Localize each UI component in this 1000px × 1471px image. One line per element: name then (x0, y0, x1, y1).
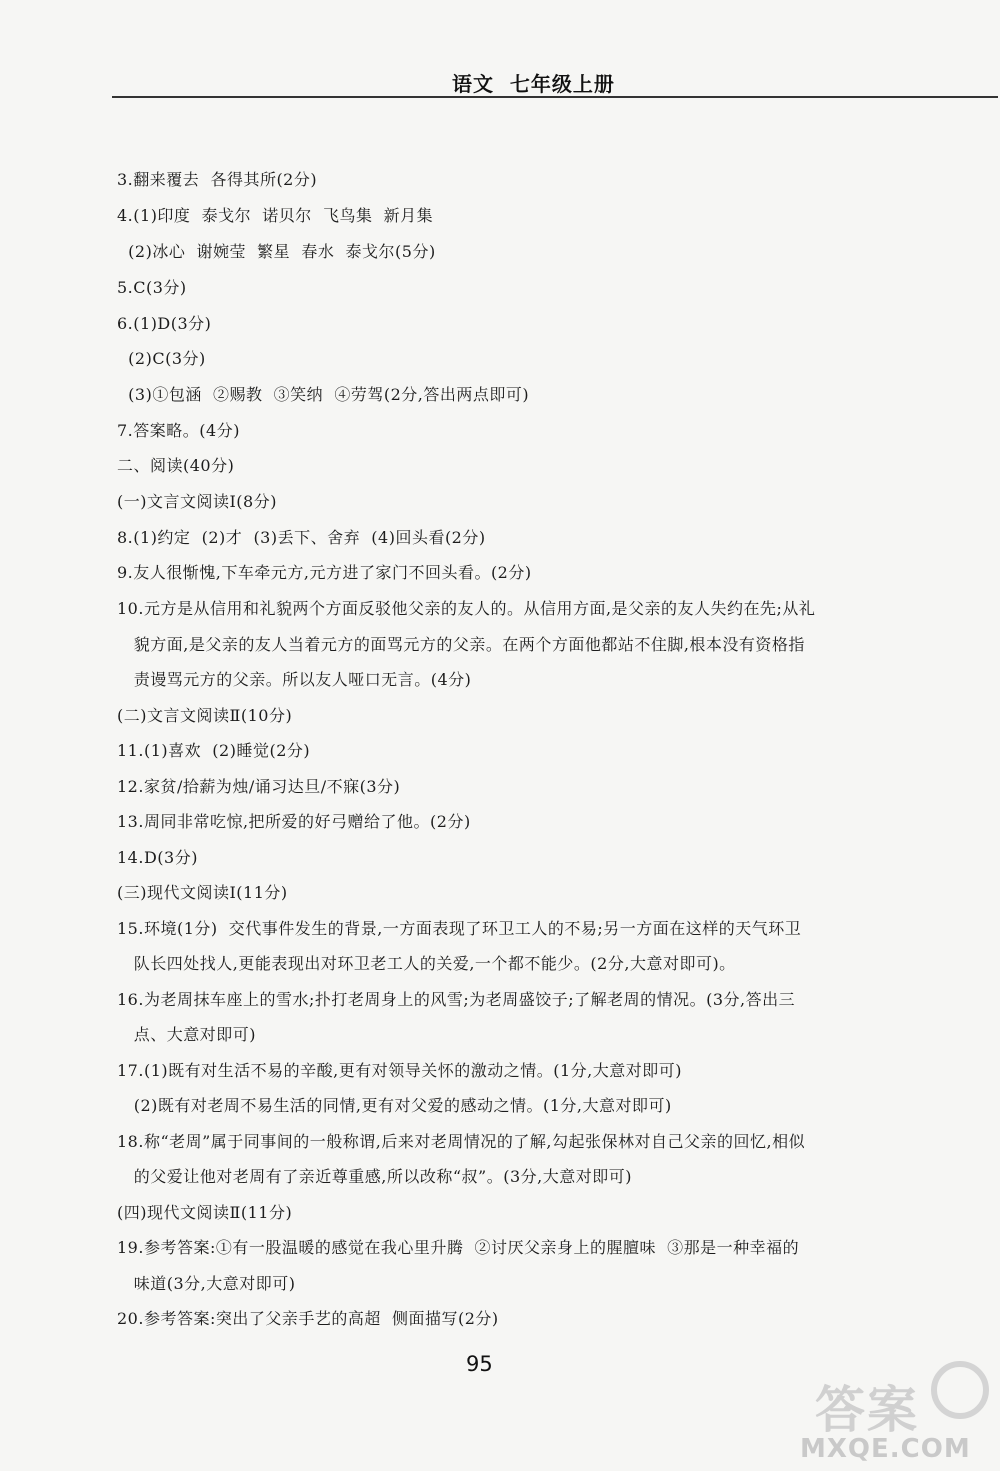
answer-line: 14.D(3分) (117, 848, 198, 867)
answer-line: 11.(1)喜欢 (2)睡觉(2分) (117, 741, 311, 760)
page-number: 95 (466, 1352, 493, 1376)
header-rule (112, 96, 998, 98)
answer-line: 12.家贫/拾薪为烛/诵习达旦/不寐(3分) (117, 777, 401, 796)
watermark-logo: 答案 (815, 1381, 919, 1439)
answer-line: 点、大意对即可) (117, 1025, 257, 1044)
answer-line: 15.环境(1分) 交代事件发生的背景,一方面表现了环卫工人的不易;另一方面在这样的天气环卫 (117, 919, 802, 938)
answer-line: 味道(3分,大意对即可) (117, 1274, 296, 1293)
answer-line: 的父爱让他对老周有了亲近尊重感,所以改称“叔”。(3分,大意对即可) (117, 1167, 632, 1186)
answer-line: 队长四处找人,更能表现出对环卫老工人的关爱,一个都不能少。(2分,大意对即可)。 (117, 954, 736, 973)
answer-line: 18.称“老周”属于同事间的一般称谓,后来对老周情况的了解,勾起张保林对自己父亲的回忆,相似 (117, 1132, 806, 1151)
page-header (0, 62, 1000, 102)
answer-line: 9.友人很惭愧,下车牵元方,元方进了家门不回头看。(2分) (117, 563, 532, 582)
subsection-heading: (二)文言文阅读Ⅱ(10分) (117, 706, 293, 725)
subsection-heading: (三)现代文阅读Ⅰ(11分) (117, 883, 288, 902)
answer-line: (3)①包涵 ②赐教 ③笑纳 ④劳驾(2分,答出两点即可) (117, 385, 530, 404)
answer-line: 5.C(3分) (117, 278, 187, 297)
subsection-heading: (四)现代文阅读Ⅱ(11分) (117, 1203, 293, 1222)
answer-line: 责谩骂元方的父亲。所以友人哑口无言。(4分) (117, 670, 472, 689)
answer-line: 13.周同非常吃惊,把所爱的好弓赠给了他。(2分) (117, 812, 471, 831)
answer-line: 8.(1)约定 (2)才 (3)丢下、舍弃 (4)回头看(2分) (117, 528, 486, 547)
answer-line: (2)既有对老周不易生活的同情,更有对父爱的感动之情。(1分,大意对即可) (117, 1096, 672, 1115)
answer-line: 16.为老周抹车座上的雪水;扑打老周身上的风雪;为老周盛饺子;了解老周的情况。(3分,答出三 (117, 990, 796, 1009)
answer-line: 17.(1)既有对生活不易的辛酸,更有对领导关怀的激动之情。(1分,大意对即可) (117, 1061, 682, 1080)
answer-line: (2)C(3分) (117, 349, 206, 368)
answer-line: 19.参考答案:①有一股温暖的感觉在我心里升腾 ②讨厌父亲身上的腥膻味 ③那是一种幸福的 (117, 1238, 800, 1257)
section-heading: 二、阅读(40分) (117, 456, 235, 475)
answer-line: 4.(1)印度 泰戈尔 诺贝尔 飞鸟集 新月集 (117, 206, 434, 225)
header-title: 语文 七年级上册 (452, 72, 615, 96)
answer-line: 貌方面,是父亲的友人当着元方的面骂元方的父亲。在两个方面他都站不住脚,根本没有资格指 (117, 635, 805, 654)
answer-line: 7.答案略。(4分) (117, 421, 240, 440)
answer-line: 6.(1)D(3分) (117, 314, 212, 333)
answer-line: 3.翻来覆去 各得其所(2分) (117, 170, 318, 189)
subsection-heading: (一)文言文阅读Ⅰ(8分) (117, 492, 277, 511)
watermark-url: MXQE.COM (800, 1434, 971, 1464)
answer-line: 20.参考答案:突出了父亲手艺的高超 侧面描写(2分) (117, 1309, 499, 1328)
answer-line: (2)冰心 谢婉莹 繁星 春水 泰戈尔(5分) (117, 242, 436, 261)
answer-line: 10.元方是从信用和礼貌两个方面反驳他父亲的友人的。从信用方面,是父亲的友人失约在先;从礼 (117, 599, 816, 618)
